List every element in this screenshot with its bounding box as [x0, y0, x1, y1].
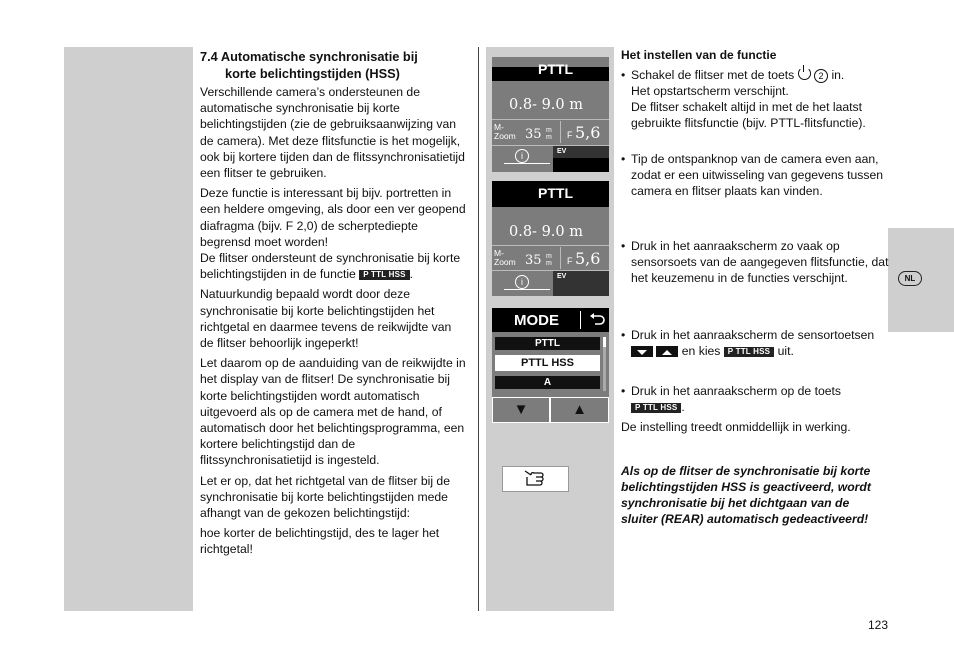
pttl-hss-badge: P TTL HSS — [724, 347, 774, 357]
flash-display-2: PTTL 0.8- 9.0 m M- Zoom 35 m m F 5,6 i EV — [492, 181, 609, 296]
paragraph-2: Deze functie is interessant bij bijv. portretten in een heldere omgeving, als door een ver geopend diafragma (bijv. F 2,0) de scherptediepte begrensd moet worden! — [200, 186, 466, 249]
paragraph-7: hoe korter de belichtingstijd, des te lager het richtgetal! — [200, 526, 440, 557]
info-icon[interactable]: i — [515, 149, 529, 163]
aperture-value: 5,6 — [575, 123, 601, 142]
info-icon[interactable]: i — [515, 275, 529, 289]
page-number: 123 — [868, 618, 889, 632]
paragraph-3: De flitser ondersteunt de synchronisatie bij korte belichtingstijden in de functie P TTL HSS . — [200, 251, 461, 282]
left-text-column — [200, 48, 468, 562]
paragraph-5: Let daarom op de aanduiding van de reikwijdte in het display van de flitser! De synchronisatie bij korte belichtingstijden wordt automatisch uitgevoerd als op de camera met de hand, of automatisch door het belichtingsprogramma, een kortere belichtingstijd dan de flitssynchronisatietijd is ingesteld. — [200, 356, 466, 468]
column-divider — [478, 47, 479, 611]
step-5: • Druk in het aanraakscherm op de toets P TTL HSS . — [621, 384, 842, 414]
zoom-value: 35 — [525, 127, 542, 142]
power-icon — [798, 67, 811, 80]
note-hand-icon — [502, 466, 569, 492]
instructions-heading: Het instellen van de functie — [621, 48, 777, 62]
pttl-hss-badge: P TTL HSS — [631, 403, 681, 413]
warning-text: Als op de flitser de synchronisatie bij korte belichtingstijden HSS is geactiveerd, wordt synchronisatie bij het dichtgaan van de sluiter (REAR) automatisch gedeactiveerd! — [621, 464, 871, 526]
mode-menu-display — [492, 308, 609, 423]
pttl-hss-badge: P TTL HSS — [359, 270, 409, 280]
section-heading: 7.4 Automatische synchronisatie bij korte belichtingstijden (HSS) — [200, 49, 418, 81]
flash-display-1: PTTL 0.8- 9.0 m M- Zoom 35 m m F 5,6 i EV — [492, 57, 609, 172]
aperture-value: 5,6 — [575, 249, 601, 268]
step-4: • Druk in het aanraakscherm de sensortoetsen en kies P TTL HSS uit. — [621, 328, 875, 358]
menu-item-pttl[interactable]: PTTL — [495, 337, 600, 350]
down-key-icon — [631, 346, 653, 357]
menu-item-pttl-hss[interactable]: PTTL HSS — [495, 355, 600, 371]
callout-number: 2 — [814, 69, 828, 83]
back-arrow-icon[interactable] — [589, 313, 605, 327]
ev-label[interactable]: EV — [557, 273, 567, 280]
paragraph-1: Verschillende camera’s ondersteunen de automatische synchronisatie bij korte belichtingstijden (zie de gebruiksaanwijzing van de camera). Met deze flitsfunctie is het mogelijk, ook bij kortere tijden dan de flitssynchronisatietijd een flitser te gebruiken. — [200, 85, 465, 181]
up-key-icon — [656, 346, 678, 357]
mode-label: PTTL — [538, 61, 573, 77]
zoom-value: 35 — [525, 253, 542, 268]
left-margin-panel — [64, 47, 193, 611]
menu-item-a[interactable]: A — [495, 376, 600, 389]
language-badge: NL — [898, 271, 922, 286]
menu-title: MODE — [514, 312, 559, 329]
step-3: • Druk in het aanraakscherm zo vaak op sensorsoets van de aangegeven flitsfunctie, dat het keuzemenu in de functies verschijnt. — [621, 239, 889, 285]
step-1: • Schakel de flitser met de toets 2 in. Het opstartscherm verschijnt. De flitser schakelt altijd in met de het laatst gebruikte flitsfunctie (bijv. PTTL-flitsfunctie). — [621, 67, 889, 131]
result-note: De instelling treedt onmiddellijk in werking. — [621, 420, 851, 434]
range-readout: 0.8- 9.0 m — [509, 224, 583, 240]
mode-label: PTTL — [538, 185, 573, 201]
paragraph-6: Let er op, dat het richtgetal van de flitser bij de synchronisatie bij korte belichtingstijden mede afhangt van de gekozen belichtingstijd: — [200, 473, 450, 521]
ev-label[interactable]: EV — [557, 148, 567, 155]
paragraph-4: Natuurkundig bepaald wordt door deze synchronisatie bij korte belichtingstijden het richtgetal en daarmee tevens de reikwijdte van de flitser behoorlijk ingeperkt! — [200, 287, 452, 351]
range-readout: 0.8- 9.0 m — [509, 97, 583, 113]
step-2: • Tip de ontspanknop van de camera even aan, zodat er een uitwisseling van gegevens tussen camera en flitser plaats kan vinden. — [621, 152, 884, 198]
down-button[interactable]: ▼ — [493, 398, 549, 422]
up-button[interactable]: ▲ — [551, 398, 608, 422]
